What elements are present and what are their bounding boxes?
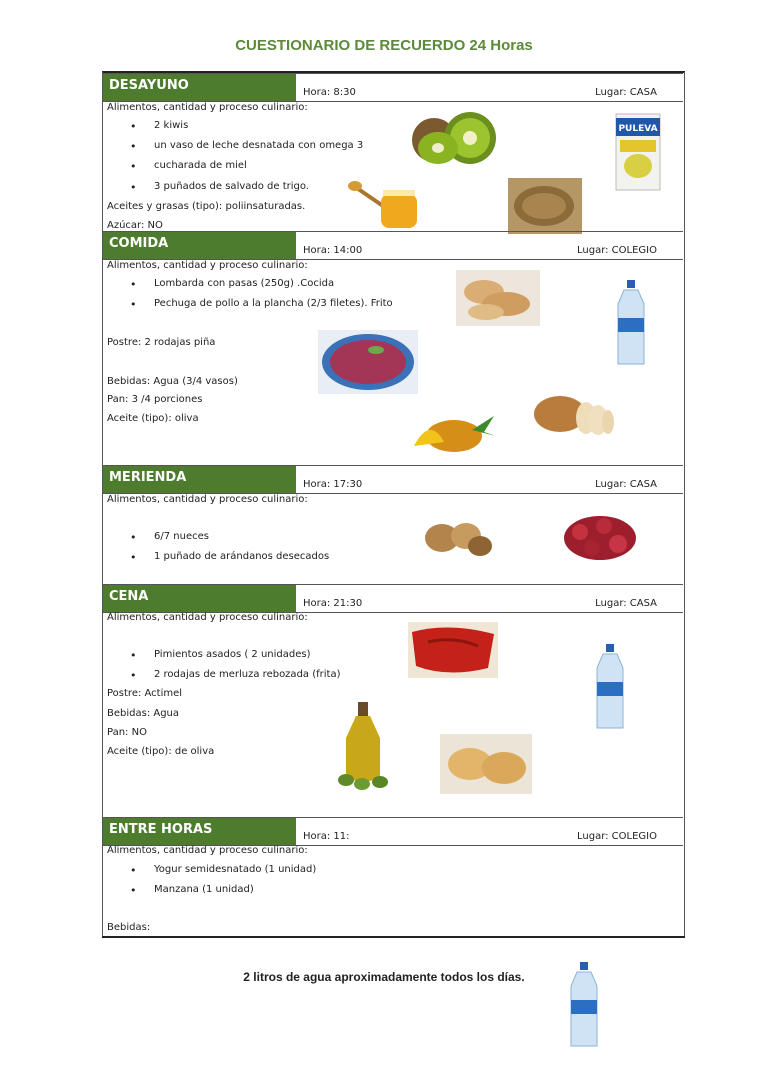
hora-label: Hora: 11:: [303, 831, 350, 842]
section-header: [103, 73, 683, 102]
list-item: • 2 rodajas de merluza rebozada (frita): [154, 669, 340, 680]
list-item: • 6/7 nueces: [154, 531, 209, 542]
section-title: COMIDA: [103, 232, 296, 259]
section-header: [103, 465, 683, 494]
section-title: CENA: [103, 585, 296, 612]
lugar-label: Lugar: CASA: [595, 479, 657, 490]
sugar-text: Azúcar: NO: [107, 220, 163, 231]
dessert-text: Postre: 2 rodajas piña: [107, 337, 216, 348]
bread-text: Pan: 3 /4 porciones: [107, 394, 203, 405]
lugar-label: Lugar: CASA: [595, 87, 657, 98]
list-item: • Pimientos asados ( 2 unidades): [154, 649, 311, 660]
dessert-text: Postre: Actimel: [107, 688, 183, 699]
section-header: [103, 584, 683, 613]
battered-hake-image: [440, 734, 532, 794]
bran-image: [508, 178, 582, 234]
list-item: • un vaso de leche desnatada con omega 3: [154, 140, 363, 151]
section-header: [103, 817, 683, 846]
oil-text: Aceite (tipo): oliva: [107, 413, 199, 424]
olive-oil-image: [332, 698, 396, 792]
list-item: • Yogur semidesnatado (1 unidad): [154, 864, 316, 875]
drinks-text: Bebidas:: [107, 922, 151, 933]
lugar-label: Lugar: CASA: [595, 598, 657, 609]
intro-text: Alimentos, cantidad y proceso culinario:: [107, 260, 308, 271]
water-bottle-image: [614, 278, 648, 368]
hora-label: Hora: 21:30: [303, 598, 363, 609]
bottom-rule: [102, 936, 685, 938]
intro-text: Alimentos, cantidad y proceso culinario:: [107, 102, 308, 113]
red-cabbage-image: [318, 330, 418, 394]
section-title: ENTRE HORAS: [103, 818, 296, 845]
list-item: • 3 puñados de salvado de trigo.: [154, 181, 309, 192]
list-item: • Pechuga de pollo a la plancha (2/3 filetes). Frito: [154, 298, 393, 309]
water-bottle-image: [567, 960, 601, 1050]
list-item: • cucharada de miel: [154, 160, 247, 171]
bread-image: [530, 392, 614, 438]
lugar-label: Lugar: COLEGIO: [576, 831, 657, 842]
walnuts-image: [422, 516, 494, 560]
pineapple-image: [410, 406, 496, 456]
intro-text: Alimentos, cantidad y proceso culinario:: [107, 612, 308, 623]
list-item: • 2 kiwis: [154, 120, 188, 131]
drinks-text: Bebidas: Agua: [107, 708, 180, 719]
intro-text: Alimentos, cantidad y proceso culinario:: [107, 845, 308, 856]
section-title: MERIENDA: [103, 466, 296, 493]
lugar-label: Lugar: COLEGIO: [576, 245, 657, 256]
hora-label: Hora: 8:30: [303, 87, 356, 98]
drinks-text: Bebidas: Agua (3/4 vasos): [107, 376, 238, 387]
list-item: • Manzana (1 unidad): [154, 884, 254, 895]
list-item: • Lombarda con pasas (250g) .Cocida: [154, 278, 334, 289]
section-title: DESAYUNO: [103, 74, 296, 101]
honey-image: [345, 178, 423, 230]
svg-text:PULEVA: PULEVA: [618, 124, 658, 134]
water-bottle-image: [593, 642, 627, 732]
kiwi-image: [408, 110, 500, 168]
list-item: • 1 puñado de arándanos desecados: [154, 551, 329, 562]
hora-label: Hora: 14:00: [303, 245, 363, 256]
footer-note: 2 litros de agua aproximadamente todos los días.: [243, 970, 525, 984]
section-header: [103, 231, 683, 260]
intro-text: Alimentos, cantidad y proceso culinario:: [107, 494, 308, 505]
cranberries-image: [560, 510, 640, 564]
oil-text: Aceite (tipo): de oliva: [107, 746, 215, 757]
page-title: CUESTIONARIO DE RECUERDO 24 Horas: [235, 37, 533, 54]
hora-label: Hora: 17:30: [303, 479, 363, 490]
chicken-image: [456, 270, 540, 326]
milk-carton-image: [612, 106, 664, 192]
fats-text: Aceites y grasas (tipo): poliinsaturadas.: [107, 201, 306, 212]
roasted-peppers-image: [408, 622, 498, 678]
bread-text: Pan: NO: [107, 727, 147, 738]
